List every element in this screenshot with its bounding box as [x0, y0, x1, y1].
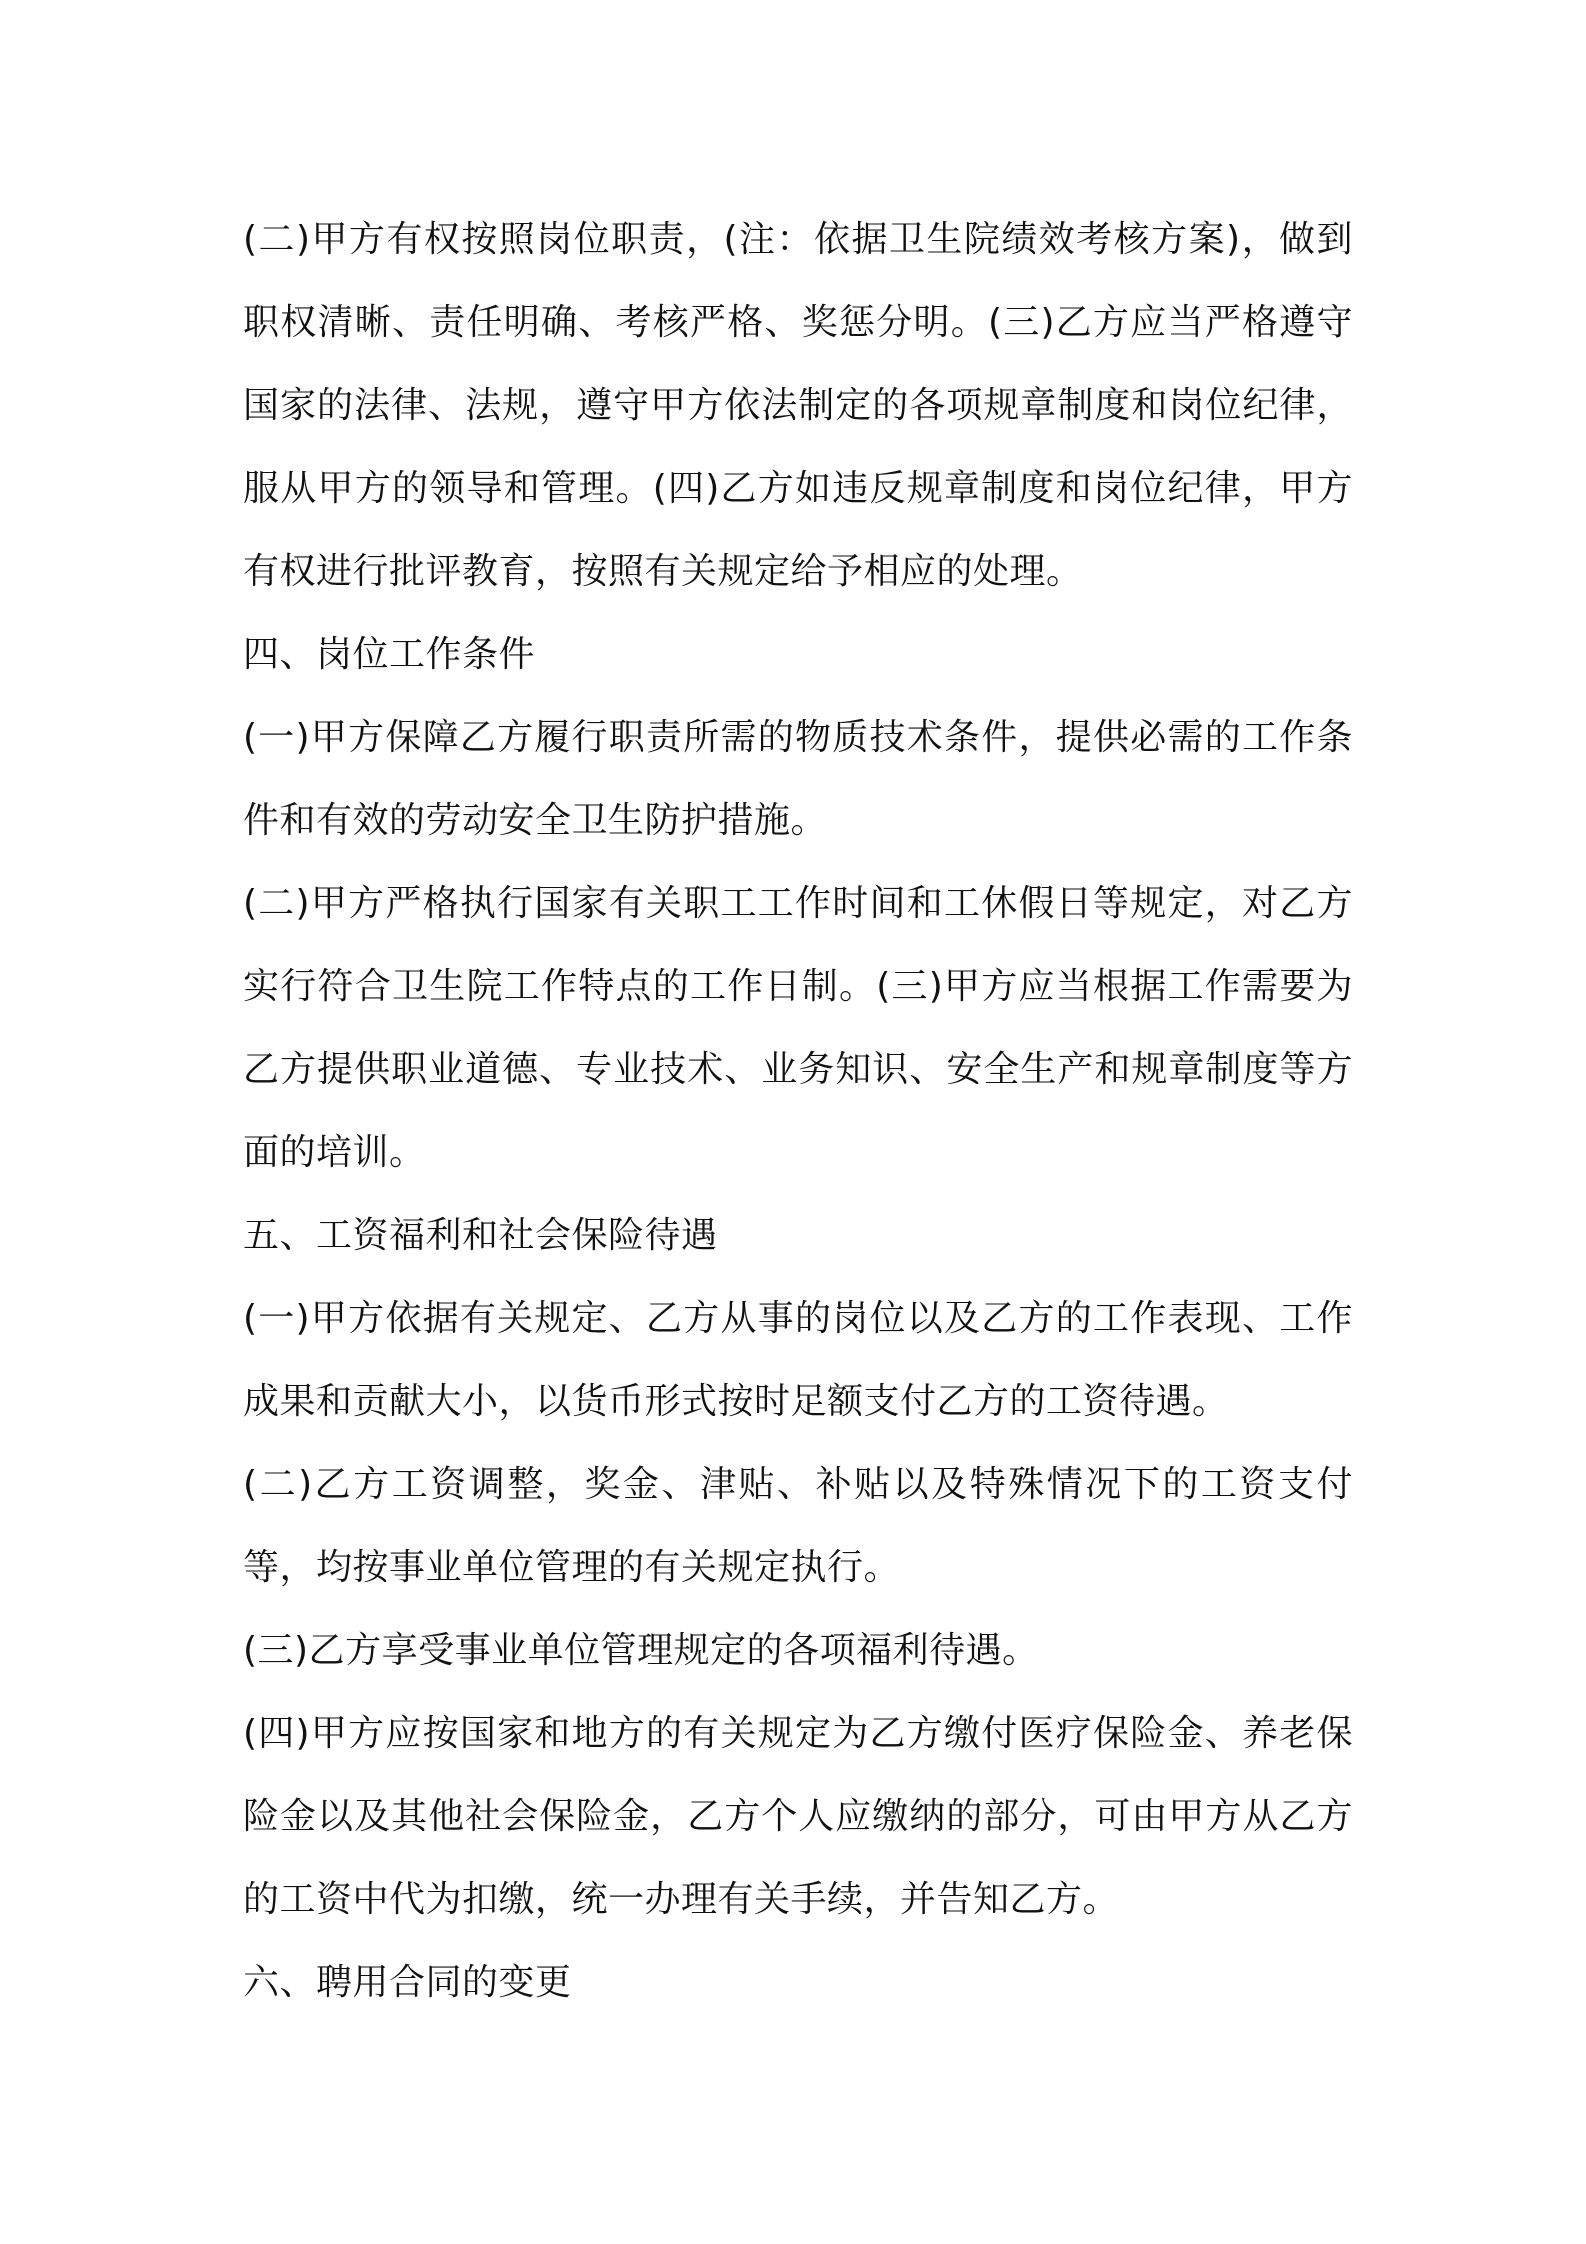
section-heading-wages-and-insurance: 五、工资福利和社会保险待遇: [243, 1215, 718, 1256]
document-body: [243, 198, 1353, 2024]
paragraph-welfare-benefits: (三)乙方享受事业单位管理规定的各项福利待遇。: [243, 1630, 1039, 1671]
section-heading-work-conditions: 四、岗位工作条件: [243, 634, 536, 675]
paragraph-working-hours-and-training: (二)甲方严格执行国家有关职工工作时间和工休假日等规定，对乙方实行符合卫生院工作特点的工作日制。(三)甲方应当根据工作需要为乙方提供职业道德、专业技术、业务知识、安全生产和规章制度等方面的培训。: [243, 883, 1353, 1173]
paragraph-wage-payment: (一)甲方依据有关规定、乙方从事的岗位以及乙方的工作表现、工作成果和贡献大小，以货币形式按时足额支付乙方的工资待遇。: [243, 1298, 1353, 1422]
paragraph-social-insurance: (四)甲方应按国家和地方的有关规定为乙方缴付医疗保险金、养老保险金以及其他社会保险金，乙方个人应缴纳的部分，可由甲方从乙方的工资中代为扣缴，统一办理有关手续，并告知乙方。: [243, 1713, 1353, 1920]
section-heading-contract-changes: 六、聘用合同的变更: [243, 1962, 572, 2003]
paragraph-wage-adjustment: (二)乙方工资调整，奖金、津贴、补贴以及特殊情况下的工资支付等，均按事业单位管理的有关规定执行。: [243, 1464, 1353, 1588]
paragraph-duties-and-discipline: (二)甲方有权按照岗位职责，(注：依据卫生院绩效考核方案)，做到职权清晰、责任明确、考核严格、奖惩分明。(三)乙方应当严格遵守国家的法律、法规，遵守甲方依法制定的各项规章制度和岗位纪律，服从甲方的领导和管理。(四)乙方如违反规章制度和岗位纪律，甲方有权进行批评教育，按照有关规定给予相应的处理。: [243, 219, 1353, 592]
paragraph-material-conditions: (一)甲方保障乙方履行职责所需的物质技术条件，提供必需的工作条件和有效的劳动安全卫生防护措施。: [243, 717, 1353, 841]
